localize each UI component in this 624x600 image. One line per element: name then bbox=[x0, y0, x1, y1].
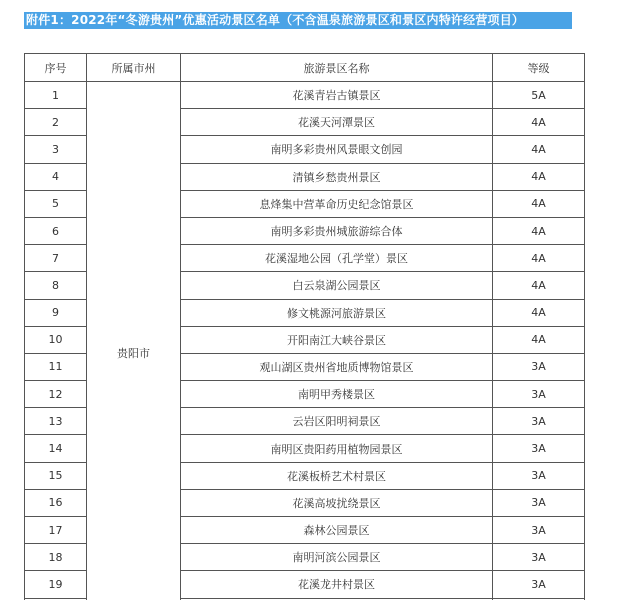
row-scenic-spot-name: 白云泉湖公园景区 bbox=[181, 272, 493, 299]
row-grade: 4A bbox=[493, 136, 585, 163]
row-serial-number: 14 bbox=[25, 435, 87, 462]
row-grade: 3A bbox=[493, 381, 585, 408]
row-scenic-spot-name: 南明甲秀楼景区 bbox=[181, 381, 493, 408]
header-city: 所属市州 bbox=[87, 54, 181, 82]
row-serial-number: 6 bbox=[25, 217, 87, 244]
row-grade: 3A bbox=[493, 544, 585, 571]
row-scenic-spot-name: 息烽集中营革命历史纪念馆景区 bbox=[181, 190, 493, 217]
row-grade: 3A bbox=[493, 435, 585, 462]
row-grade: 3A bbox=[493, 353, 585, 380]
row-scenic-spot-name: 南明区贵阳药用植物园景区 bbox=[181, 435, 493, 462]
row-serial-number: 17 bbox=[25, 517, 87, 544]
row-grade: 4A bbox=[493, 272, 585, 299]
row-scenic-spot-name: 南明河滨公园景区 bbox=[181, 544, 493, 571]
row-scenic-spot-name: 修文桃源河旅游景区 bbox=[181, 299, 493, 326]
row-scenic-spot-name: 花溪板桥艺术村景区 bbox=[181, 462, 493, 489]
row-scenic-spot-name: 花溪高坡扰绕景区 bbox=[181, 489, 493, 516]
row-scenic-spot-name: 花溪天河潭景区 bbox=[181, 109, 493, 136]
row-scenic-spot-name: 开阳南江大峡谷景区 bbox=[181, 326, 493, 353]
row-serial-number: 15 bbox=[25, 462, 87, 489]
row-scenic-spot-name: 花溪青岩古镇景区 bbox=[181, 82, 493, 109]
city-cell: 贵阳市 bbox=[87, 82, 181, 600]
table-body bbox=[25, 82, 585, 600]
row-grade: 3A bbox=[493, 517, 585, 544]
row-serial-number: 2 bbox=[25, 109, 87, 136]
row-scenic-spot-name: 南明多彩贵州城旅游综合体 bbox=[181, 217, 493, 244]
row-scenic-spot-name: 花溪湿地公园（孔学堂）景区 bbox=[181, 245, 493, 272]
header-scenic-spot-name: 旅游景区名称 bbox=[181, 54, 493, 82]
row-serial-number: 3 bbox=[25, 136, 87, 163]
document-title-banner: 附件1：2022年“冬游贵州”优惠活动景区名单（不含温泉旅游景区和景区内特许经营项目） bbox=[24, 12, 572, 29]
row-grade: 4A bbox=[493, 245, 585, 272]
row-grade: 3A bbox=[493, 571, 585, 598]
row-serial-number: 19 bbox=[25, 571, 87, 598]
scenic-spot-table bbox=[24, 53, 585, 600]
row-scenic-spot-name: 花溪龙井村景区 bbox=[181, 571, 493, 598]
row-grade: 4A bbox=[493, 109, 585, 136]
row-serial-number: 7 bbox=[25, 245, 87, 272]
row-serial-number: 5 bbox=[25, 190, 87, 217]
row-grade: 3A bbox=[493, 408, 585, 435]
row-grade: 3A bbox=[493, 462, 585, 489]
row-serial-number: 18 bbox=[25, 544, 87, 571]
row-scenic-spot-name: 南明多彩贵州风景眼文创园 bbox=[181, 136, 493, 163]
row-serial-number: 11 bbox=[25, 353, 87, 380]
row-scenic-spot-name: 云岩区阳明祠景区 bbox=[181, 408, 493, 435]
row-serial-number: 12 bbox=[25, 381, 87, 408]
table-header-row bbox=[25, 54, 585, 82]
row-scenic-spot-name: 观山湖区贵州省地质博物馆景区 bbox=[181, 353, 493, 380]
row-serial-number: 9 bbox=[25, 299, 87, 326]
row-grade: 4A bbox=[493, 190, 585, 217]
row-serial-number: 8 bbox=[25, 272, 87, 299]
row-grade: 3A bbox=[493, 489, 585, 516]
header-grade: 等级 bbox=[493, 54, 585, 82]
row-scenic-spot-name: 森林公园景区 bbox=[181, 517, 493, 544]
row-grade: 4A bbox=[493, 326, 585, 353]
row-scenic-spot-name: 清镇乡愁贵州景区 bbox=[181, 163, 493, 190]
row-serial-number: 16 bbox=[25, 489, 87, 516]
row-grade: 4A bbox=[493, 163, 585, 190]
row-grade: 5A bbox=[493, 82, 585, 109]
row-serial-number: 13 bbox=[25, 408, 87, 435]
row-serial-number: 10 bbox=[25, 326, 87, 353]
row-grade: 4A bbox=[493, 299, 585, 326]
row-grade: 4A bbox=[493, 217, 585, 244]
row-serial-number: 1 bbox=[25, 82, 87, 109]
row-serial-number: 4 bbox=[25, 163, 87, 190]
table-row bbox=[25, 82, 585, 109]
header-serial-number: 序号 bbox=[25, 54, 87, 82]
